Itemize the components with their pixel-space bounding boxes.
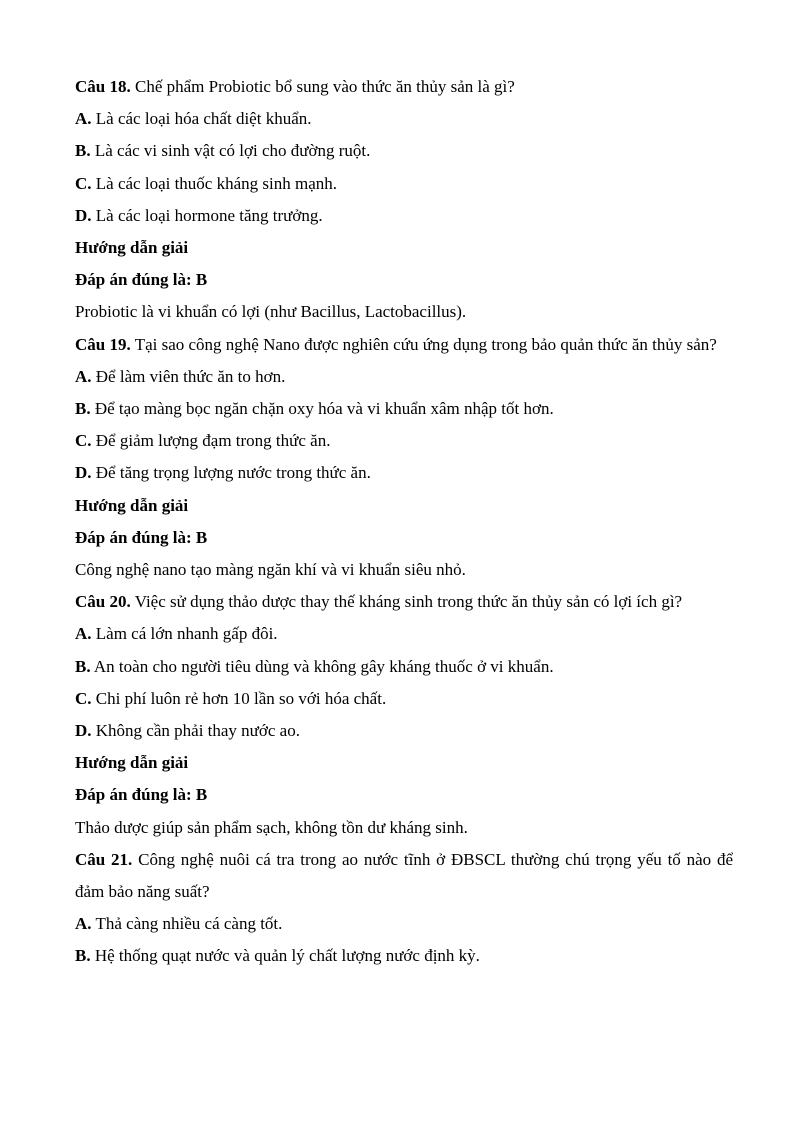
option-b bbox=[75, 393, 733, 425]
question-number: Câu 18. bbox=[75, 77, 131, 96]
option-label: D. bbox=[75, 205, 92, 225]
explanation: Probiotic là vi khuẩn có lợi (như Bacillus, Lactobacillus). bbox=[75, 302, 467, 322]
option-label: B. bbox=[75, 141, 91, 161]
question-number: Câu 20. bbox=[75, 592, 131, 612]
option-text: Để làm viên thức ăn to hơn. bbox=[95, 366, 286, 386]
option-label: A. bbox=[75, 366, 92, 386]
question-block-18 bbox=[75, 71, 733, 329]
option-label: D. bbox=[75, 463, 92, 483]
option-a bbox=[75, 618, 733, 650]
question-text: Việc sử dụng thảo dược thay thế kháng sinh trong thức ăn thủy sản có lợi ích gì? bbox=[134, 592, 683, 612]
option-text: An toàn cho người tiêu dùng và không gây kháng thuốc ở vi khuẩn. bbox=[93, 656, 554, 676]
option-c bbox=[75, 683, 733, 715]
option-label: D. bbox=[75, 721, 92, 741]
answer-line: Đáp án đúng là: B bbox=[75, 270, 208, 290]
guide-heading: Hướng dẫn giải bbox=[75, 753, 189, 773]
option-d bbox=[75, 457, 733, 489]
question-block-20 bbox=[75, 586, 733, 844]
question-block-19 bbox=[75, 329, 733, 587]
option-d bbox=[75, 715, 733, 747]
option-text: Hệ thống quạt nước và quản lý chất lượng nước định kỳ. bbox=[94, 946, 480, 966]
option-text: Để giảm lượng đạm trong thức ăn. bbox=[95, 431, 331, 451]
option-text: Là các vi sinh vật có lợi cho đường ruột. bbox=[94, 141, 371, 161]
option-text: Không cần phải thay nước ao. bbox=[95, 721, 300, 741]
option-text: Chi phí luôn rẻ hơn 10 lần so với hóa chất. bbox=[95, 688, 387, 708]
option-label: C. bbox=[75, 173, 92, 193]
guide-heading: Hướng dẫn giải bbox=[75, 495, 189, 515]
option-label: A. bbox=[75, 109, 92, 129]
option-d bbox=[75, 200, 733, 232]
option-label: A. bbox=[75, 624, 92, 644]
option-text: Để tạo màng bọc ngăn chặn oxy hóa và vi khuẩn xâm nhập tốt hơn. bbox=[94, 399, 554, 419]
explanation: Công nghệ nano tạo màng ngăn khí và vi khuẩn siêu nhỏ. bbox=[75, 560, 466, 580]
option-text: Là các loại thuốc kháng sinh mạnh. bbox=[95, 173, 338, 193]
guide-heading: Hướng dẫn giải bbox=[75, 238, 189, 258]
explanation: Thảo dược giúp sản phẩm sạch, không tồn dư kháng sinh. bbox=[75, 817, 468, 837]
option-b bbox=[75, 651, 733, 683]
option-text: Là các loại hóa chất diệt khuẩn. bbox=[95, 109, 312, 129]
question-block-21 bbox=[75, 844, 733, 973]
option-label: C. bbox=[75, 688, 92, 708]
option-a bbox=[75, 908, 733, 940]
option-label: C. bbox=[75, 431, 92, 451]
option-text: Để tăng trọng lượng nước trong thức ăn. bbox=[95, 463, 371, 483]
option-c bbox=[75, 168, 733, 200]
option-a bbox=[75, 361, 733, 393]
question-stem bbox=[75, 844, 733, 908]
option-text: Làm cá lớn nhanh gấp đôi. bbox=[95, 624, 278, 644]
option-label: A. bbox=[75, 914, 92, 934]
option-label: B. bbox=[75, 946, 91, 966]
answer-line: Đáp án đúng là: B bbox=[75, 527, 208, 547]
question-stem bbox=[75, 329, 733, 361]
question-stem bbox=[75, 71, 733, 103]
option-b bbox=[75, 135, 733, 167]
question-stem bbox=[75, 586, 733, 618]
option-text: Là các loại hormone tăng trưởng. bbox=[95, 205, 323, 225]
question-number: Câu 21. bbox=[75, 849, 133, 869]
option-label: B. bbox=[75, 399, 91, 419]
question-number: Câu 19. bbox=[75, 334, 131, 354]
question-text: Chế phẩm Probiotic bổ sung vào thức ăn thủy sản là gì? bbox=[134, 77, 515, 96]
option-b bbox=[75, 940, 733, 972]
option-text: Thả càng nhiều cá càng tốt. bbox=[95, 914, 283, 934]
question-text: Công nghệ nuôi cá tra trong ao nước tĩnh ở ĐBSCL thường chú trọng yếu tố nào để đảm bảo năng suất? bbox=[75, 849, 734, 902]
option-label: B. bbox=[75, 656, 91, 676]
option-c bbox=[75, 425, 733, 457]
option-a bbox=[75, 103, 733, 135]
question-text: Tại sao công nghệ Nano được nghiên cứu ứng dụng trong bảo quản thức ăn thủy sản? bbox=[134, 334, 717, 354]
answer-line: Đáp án đúng là: B bbox=[75, 785, 208, 805]
